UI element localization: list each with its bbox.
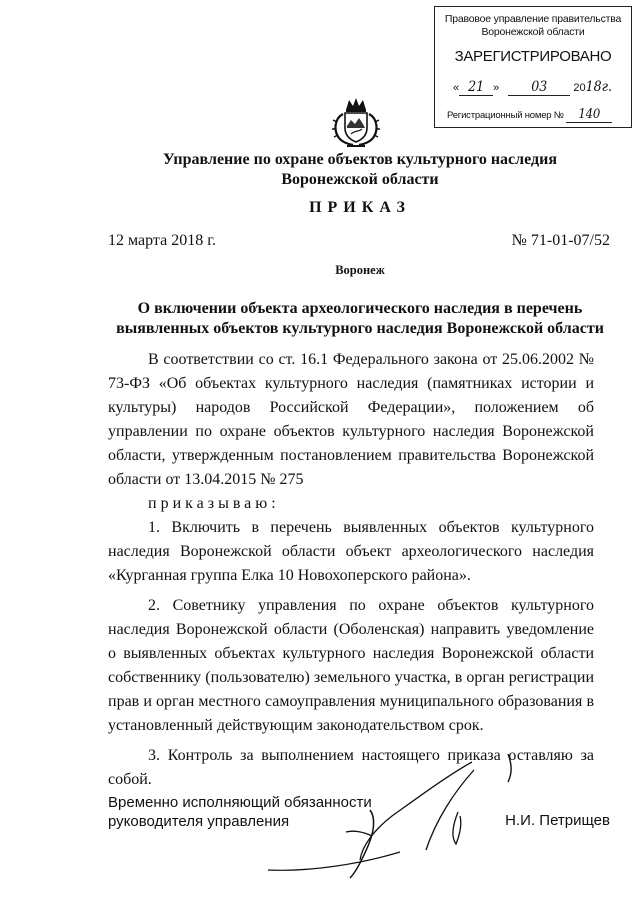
stamp-year-prefix: 20 <box>573 82 586 94</box>
signatory-position-line1: Временно исполняющий обязанности <box>108 794 372 811</box>
orders-line: приказываю: <box>148 495 280 512</box>
stamp-month: 03 <box>508 79 570 96</box>
stamp-year-suffix: 18г. <box>585 79 613 95</box>
stamp-reg-label: Регистрационный номер № <box>447 110 564 121</box>
order-item-1: 1. Включить в перечень выявленных объектов культурного наследия Воронежской области объект археологического наследия «Курганная группа Елка 10 Новохоперского района». <box>108 519 594 584</box>
organization-title-line2: Воронежской области <box>281 171 439 188</box>
order-item-2: 2. Советнику управления по охране объектов культурного наследия Воронежской области (Оболенская) направить уведомление о выявленных объектах культурного наследия Воронежской области собственнику (пользователю) земельного участка, в орган регистрации прав и орган местного самоуправления муниципального образования в установленный действующим законодательством срок. <box>108 597 594 734</box>
document-subject <box>100 299 620 339</box>
handwritten-signature <box>250 740 550 900</box>
organization-title-line1: Управление по охране объектов культурного наследия <box>163 151 557 168</box>
stamp-date: « 21 » 03 2018г. <box>453 79 613 95</box>
stamp-org-line2: Воронежской области <box>481 26 585 38</box>
subject-line2: выявленных объектов культурного наследия Воронежской области <box>116 320 604 337</box>
document-type: ПРИКАЗ <box>309 199 411 216</box>
stamp-registered: ЗАРЕГИСТРИРОВАНО <box>454 48 612 65</box>
stamp-day: 21 <box>459 79 493 96</box>
stamp-org-line1: Правовое управление правительства <box>444 13 622 25</box>
stamp-reg-number: 140 <box>566 107 612 123</box>
document-city: Воронеж <box>335 263 385 277</box>
document-date: 12 марта 2018 г. <box>108 232 216 249</box>
document-body <box>108 348 594 792</box>
organization-title <box>100 150 620 190</box>
voronezh-coat-of-arms-icon <box>329 96 383 148</box>
stamp-org <box>435 13 631 39</box>
order-item-3: 3. Контроль за выполнением настоящего приказа оставляю за собой. <box>108 747 594 788</box>
signatory-position-line2: руководителя управления <box>108 813 290 830</box>
document-number: № 71-01-07/52 <box>511 232 610 249</box>
stamp-reg-line <box>447 107 612 123</box>
registration-stamp <box>434 6 632 128</box>
signatory-name: Н.И. Петрищев <box>505 812 610 829</box>
subject-line1: О включении объекта археологического наследия в перечень <box>137 300 583 317</box>
preamble-paragraph: В соответствии со ст. 16.1 Федерального закона от 25.06.2002 № 73-ФЗ «Об объектах культурного наследия (памятниках истории и культуры) народов Российской Федерации», положением об управлении по охране объектов культурного наследия Воронежской области, утвержденным постановлением правительства Воронежской области от 13.04.2015 № 275 <box>108 351 594 488</box>
